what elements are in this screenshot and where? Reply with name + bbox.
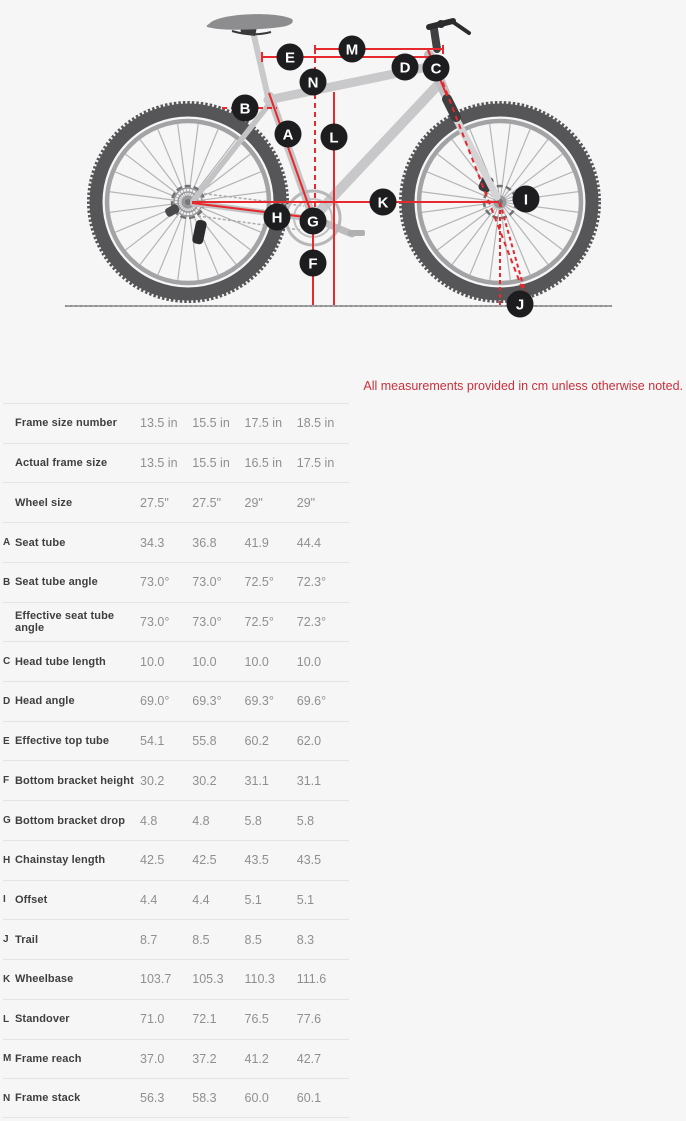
row-value-col3: 5.8	[244, 813, 262, 828]
row-value-col4: 69.6°	[296, 694, 327, 709]
row-value-col4: 5.1	[296, 892, 315, 907]
row-value-col4: 29"	[296, 495, 316, 510]
row-letter: I	[3, 894, 6, 906]
row-label: Chainstay length	[15, 854, 106, 867]
row-label: Head tube length	[15, 655, 106, 668]
row-label: Effective seat tube angle	[15, 609, 115, 634]
row-label: Bottom bracket drop	[15, 814, 126, 827]
row-value-col2: 36.8	[192, 535, 217, 550]
row-letter: M	[3, 1053, 12, 1065]
row-value-col3: 8.5	[244, 932, 262, 947]
pedal	[348, 230, 365, 236]
row-value-col3: 72.5°	[244, 614, 274, 629]
row-label: Offset	[15, 893, 48, 906]
table-row	[3, 999, 349, 1039]
row-label: Frame size number	[15, 417, 117, 430]
marker-letter: D	[399, 59, 411, 77]
row-value-col3: 31.1	[244, 773, 269, 788]
row-value-col2: 15.5 in	[192, 456, 230, 471]
marker-letter: C	[430, 60, 442, 78]
rear-derailleur	[192, 219, 208, 245]
row-value-col1: 56.3	[140, 1091, 165, 1106]
table-row	[3, 840, 349, 880]
row-value-col2: 58.3	[192, 1091, 217, 1106]
table-row	[3, 602, 349, 642]
row-letter: N	[3, 1092, 11, 1104]
row-value-col4: 31.1	[296, 773, 322, 788]
row-value-col1: 27.5"	[140, 495, 169, 510]
row-label: Wheel size	[15, 496, 73, 509]
table-row	[3, 403, 349, 443]
bike-geometry-diagram	[0, 0, 686, 340]
row-value-col4: 17.5 in	[296, 456, 335, 471]
marker-letter: A	[282, 126, 294, 144]
table-row	[3, 522, 349, 562]
row-letter: F	[3, 775, 10, 787]
row-letter: D	[3, 695, 11, 707]
row-label: Actual frame size	[15, 457, 108, 470]
row-value-col1: 73.0°	[140, 614, 170, 629]
row-value-col2: 69.3°	[192, 694, 222, 709]
row-label: Bottom bracket height	[15, 774, 134, 787]
row-value-col4: 44.4	[296, 535, 322, 550]
row-value-col4: 72.3°	[296, 575, 327, 590]
geometry-table	[3, 403, 349, 1118]
table-row	[3, 562, 349, 602]
row-value-col1: 34.3	[140, 535, 165, 550]
marker-letter: M	[345, 41, 359, 59]
row-value-col2: 8.5	[192, 932, 210, 947]
row-value-col4: 111.6	[296, 972, 327, 987]
row-value-col4: 18.5 in	[296, 416, 335, 431]
row-value-col3: 29"	[244, 495, 263, 510]
row-value-col4: 77.6	[296, 1012, 322, 1027]
table-row	[3, 880, 349, 920]
table-row	[3, 1078, 349, 1118]
row-value-col1: 10.0	[140, 654, 165, 669]
row-letter: J	[3, 934, 9, 946]
row-value-col2: 30.2	[192, 773, 217, 788]
row-label: Head angle	[15, 695, 75, 708]
row-value-col1: 30.2	[140, 773, 165, 788]
row-value-col3: 110.3	[244, 972, 275, 987]
row-letter: H	[3, 854, 11, 866]
row-label: Wheelbase	[15, 973, 74, 986]
row-value-col3: 72.5°	[244, 575, 274, 590]
row-value-col3: 76.5	[244, 1012, 269, 1027]
row-value-col4: 8.3	[296, 932, 315, 947]
row-value-col4: 42.7	[296, 1051, 322, 1066]
row-letter: E	[3, 735, 10, 747]
row-value-col4: 10.0	[296, 654, 322, 669]
row-value-col2: 72.1	[192, 1012, 217, 1027]
row-value-col3: 41.9	[244, 535, 269, 550]
row-value-col1: 37.0	[140, 1051, 165, 1066]
row-value-col2: 73.0°	[192, 614, 222, 629]
row-letter: A	[3, 537, 11, 549]
row-value-col4: 62.0	[296, 734, 322, 749]
row-value-col1: 42.5	[140, 853, 165, 868]
row-value-col1: 13.5 in	[140, 416, 178, 431]
row-value-col1: 54.1	[140, 734, 165, 749]
row-value-col4: 5.8	[296, 813, 315, 828]
row-value-col3: 43.5	[244, 853, 269, 868]
row-label: Seat tube	[15, 536, 66, 549]
row-value-col3: 60.2	[244, 734, 269, 749]
row-value-col1: 73.0°	[140, 575, 170, 590]
row-value-col4: 72.3°	[296, 614, 327, 629]
row-value-col2: 27.5"	[192, 495, 222, 510]
marker-letter: L	[329, 129, 339, 147]
marker-letter: N	[307, 74, 319, 92]
table-row	[3, 681, 349, 721]
marker-letter: G	[307, 213, 319, 231]
table-row	[3, 482, 349, 522]
row-label: Frame stack	[15, 1092, 81, 1105]
table-row	[3, 760, 349, 800]
row-value-col3: 41.2	[244, 1051, 269, 1066]
marker-letter: I	[523, 191, 529, 209]
marker-letter: B	[239, 100, 251, 118]
table-row	[3, 919, 349, 959]
table-row	[3, 641, 349, 681]
marker-letter: J	[515, 296, 525, 314]
row-value-col2: 4.8	[192, 813, 210, 828]
row-value-col2: 42.5	[192, 853, 217, 868]
row-letter: B	[3, 576, 11, 588]
row-value-col2: 10.0	[192, 654, 217, 669]
row-value-col4: 43.5	[296, 853, 322, 868]
row-label: Seat tube angle	[15, 576, 98, 589]
row-value-col3: 10.0	[244, 654, 269, 669]
measurements-note: All measurements provided in cm unless otherwise noted.	[363, 379, 683, 393]
row-value-col3: 5.1	[244, 892, 262, 907]
row-value-col2: 37.2	[192, 1051, 217, 1066]
saddle	[207, 14, 293, 36]
row-value-col1: 4.8	[140, 813, 158, 828]
row-value-col2: 55.8	[192, 734, 217, 749]
marker-letter: E	[284, 49, 296, 67]
row-letter: G	[3, 815, 11, 827]
row-value-col4: 60.1	[296, 1091, 322, 1106]
row-value-col2: 4.4	[192, 892, 210, 907]
row-value-col1: 69.0°	[140, 694, 170, 709]
row-value-col1: 4.4	[140, 892, 158, 907]
row-value-col3: 17.5 in	[244, 416, 283, 431]
table-row	[3, 800, 349, 840]
row-label: Frame reach	[15, 1052, 82, 1065]
marker-letter: F	[308, 255, 318, 273]
row-value-col3: 16.5 in	[244, 456, 283, 471]
row-letter: K	[3, 973, 11, 985]
row-value-col2: 73.0°	[192, 575, 222, 590]
table-row	[3, 721, 349, 761]
row-label: Trail	[15, 933, 39, 946]
row-label: Effective top tube	[15, 735, 110, 748]
row-value-col1: 13.5 in	[140, 456, 178, 471]
table-row	[3, 959, 349, 999]
handlebar	[429, 20, 469, 49]
row-letter: C	[3, 656, 11, 668]
row-value-col2: 105.3	[192, 972, 224, 987]
row-value-col3: 69.3°	[244, 694, 274, 709]
row-value-col1: 71.0	[140, 1012, 165, 1027]
row-label: Standover	[15, 1013, 70, 1026]
row-value-col2: 15.5 in	[192, 416, 230, 431]
row-value-col3: 60.0	[244, 1091, 269, 1106]
row-value-col1: 8.7	[140, 932, 158, 947]
row-value-col1: 103.7	[140, 972, 172, 987]
table-row	[3, 443, 349, 483]
marker-letter: H	[271, 209, 283, 227]
row-letter: L	[3, 1013, 10, 1025]
fork-crown	[447, 99, 456, 117]
table-row	[3, 1039, 349, 1079]
seatpost	[252, 27, 268, 97]
marker-letter: K	[377, 194, 389, 212]
